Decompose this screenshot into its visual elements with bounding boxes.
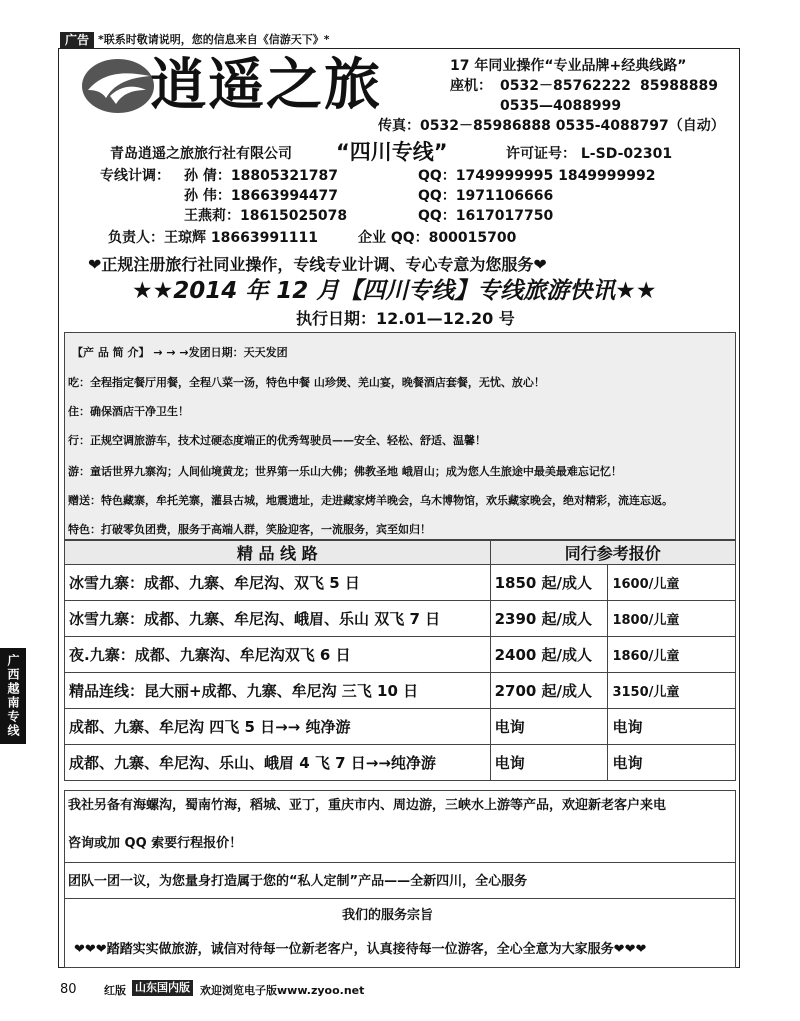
child-price-cell: 电询 — [608, 745, 736, 781]
product-intro-title: 【产 品 简 介】 → → →发团日期：天天发团 — [72, 346, 288, 359]
child-price-cell: 3150/儿童 — [608, 673, 736, 709]
ad-tag: 广告 — [60, 32, 94, 48]
child-price-cell: 1800/儿童 — [608, 601, 736, 637]
contact-name: 孙 倩：18805321787 — [184, 168, 339, 184]
route-cell: 夜.九寨：成都、九寨沟、牟尼沟双飞 6 日 — [65, 637, 491, 673]
header-route: 精 品 线 路 — [65, 541, 491, 565]
product-line-feature: 特色：打破零负团费，服务于高端人群，笑脸迎客，一流服务，宾至如归！ — [68, 523, 431, 536]
contact-qq: QQ：1749999995 1849999992 — [418, 168, 656, 184]
page-number: 80 — [60, 982, 77, 997]
license-number: 许可证号： L-SD-02301 — [506, 146, 673, 162]
table-row — [65, 637, 736, 673]
landline-1: 0532－85762222 — [500, 78, 631, 94]
adult-price-cell: 电询 — [490, 745, 608, 781]
adult-price-cell: 2700 起/成人 — [490, 673, 608, 709]
route-cell: 精品连线：昆大丽+成都、九寨、牟尼沟 三飞 10 日 — [65, 673, 491, 709]
divider — [64, 862, 736, 863]
route-price-table — [64, 540, 736, 781]
product-line-travel: 行：正规空调旅游车，技术过硬态度端正的优秀驾驶员——安全、轻松、舒适、温馨！ — [68, 434, 486, 447]
corp-qq: 企业 QQ：800015700 — [358, 230, 517, 246]
contact-name: 孙 伟：18663994477 — [184, 188, 339, 204]
notes-qq-inquiry: 咨询或加 QQ 索要行程报价！ — [68, 836, 243, 851]
notes-other-products: 我社另备有海螺沟，蜀南竹海，稻城、亚丁，重庆市内、周边游，三峡水上游等产品，欢迎新老客户来电 — [68, 798, 667, 813]
contact-qq: QQ：1617017750 — [418, 208, 554, 224]
landline-3: 0535—4088999 — [500, 98, 622, 114]
route-cell: 成都、九寨、牟尼沟 四飞 5 日→→ 纯净游 — [65, 709, 491, 745]
brand-name: 逍遥之旅 — [150, 52, 382, 118]
swallow-logo-icon — [80, 56, 156, 116]
table-row — [65, 745, 736, 781]
notes-service-motto: ❤❤❤踏踏实实做旅游，诚信对待每一位新老客户，认真接待每一位游客，全心全意为大家服务❤❤❤ — [74, 942, 647, 957]
product-line-stay: 住：确保酒店干净卫生！ — [68, 405, 189, 418]
child-price-cell: 1860/儿童 — [608, 637, 736, 673]
child-price-cell: 电询 — [608, 709, 736, 745]
product-line-food: 吃：全程指定餐厅用餐，全程八菜一汤，特色中餐 山珍煲、羌山宴，晚餐酒店套餐，无忧、放心！ — [68, 376, 545, 389]
side-section-tab: 广西越南专线 — [0, 648, 26, 744]
contact-label: 专线计调： — [100, 168, 170, 184]
manager: 负责人：王琼辉 18663991111 — [108, 230, 319, 246]
route-cell: 成都、九寨、牟尼沟、乐山、峨眉 4 飞 7 日→→纯净游 — [65, 745, 491, 781]
notes-service-title: 我们的服务宗旨 — [342, 908, 434, 923]
execution-date: 执行日期：12.01—12.20 号 — [296, 309, 515, 328]
table-row — [65, 565, 736, 601]
headline: ★★2014 年 12 月【四川专线】专线旅游快讯★★ — [132, 278, 657, 304]
adult-price-cell: 2400 起/成人 — [490, 637, 608, 673]
divider — [64, 898, 736, 899]
table-row — [65, 601, 736, 637]
product-line-gift: 赠送：特色藏寨，牟托羌寨，灌县古城，地震遗址，走进藏家烤羊晚会，乌木博物馆，欢乐藏家晚会，绝对精彩，流连忘返。 — [68, 494, 673, 507]
edition-label: 红版 — [104, 984, 126, 997]
fax-line: 传真：0532－85986888 0535-4088797（自动） — [378, 118, 725, 134]
notes-custom-tour: 团队一团一议，为您量身打造属于您的“私人定制”产品——全新四川，全心服务 — [68, 874, 528, 889]
table-header — [65, 541, 736, 565]
route-cell: 冰雪九寨：成都、九寨、牟尼沟、双飞 5 日 — [65, 565, 491, 601]
contact-qq: QQ：1971106666 — [418, 188, 554, 204]
child-price-cell: 1600/儿童 — [608, 565, 736, 601]
route-cell: 冰雪九寨：成都、九寨、牟尼沟、峨眉、乐山 双飞 7 日 — [65, 601, 491, 637]
service-tagline: ❤正规注册旅行社同业操作，专线专业计调、专心专意为您服务❤ — [88, 255, 547, 274]
footer-url: 欢迎浏览电子版www.zyoo.net — [200, 984, 365, 997]
table-row — [65, 673, 736, 709]
company-name: 青岛逍遥之旅旅行社有限公司 — [110, 146, 292, 162]
adult-price-cell: 1850 起/成人 — [490, 565, 608, 601]
header-price: 同行参考报价 — [490, 541, 735, 565]
landline-2: 85988889 — [640, 78, 718, 94]
special-route: “四川专线” — [336, 140, 448, 164]
landline-label: 座机： — [450, 78, 492, 94]
contact-name: 王燕莉：18615025078 — [184, 208, 348, 224]
section-label: 山东国内版 — [132, 980, 193, 996]
ad-note: *联系时敬请说明，您的信息来自《信游天下》* — [98, 33, 330, 46]
adult-price-cell: 2390 起/成人 — [490, 601, 608, 637]
table-row — [65, 709, 736, 745]
adult-price-cell: 电询 — [490, 709, 608, 745]
slogan: 17 年同业操作“专业品牌+经典线路” — [450, 58, 687, 74]
product-line-tour: 游：童话世界九寨沟；人间仙境黄龙；世界第一乐山大佛；佛教圣地 峨眉山；成为您人生旅途中最美最难忘记忆！ — [68, 465, 622, 478]
